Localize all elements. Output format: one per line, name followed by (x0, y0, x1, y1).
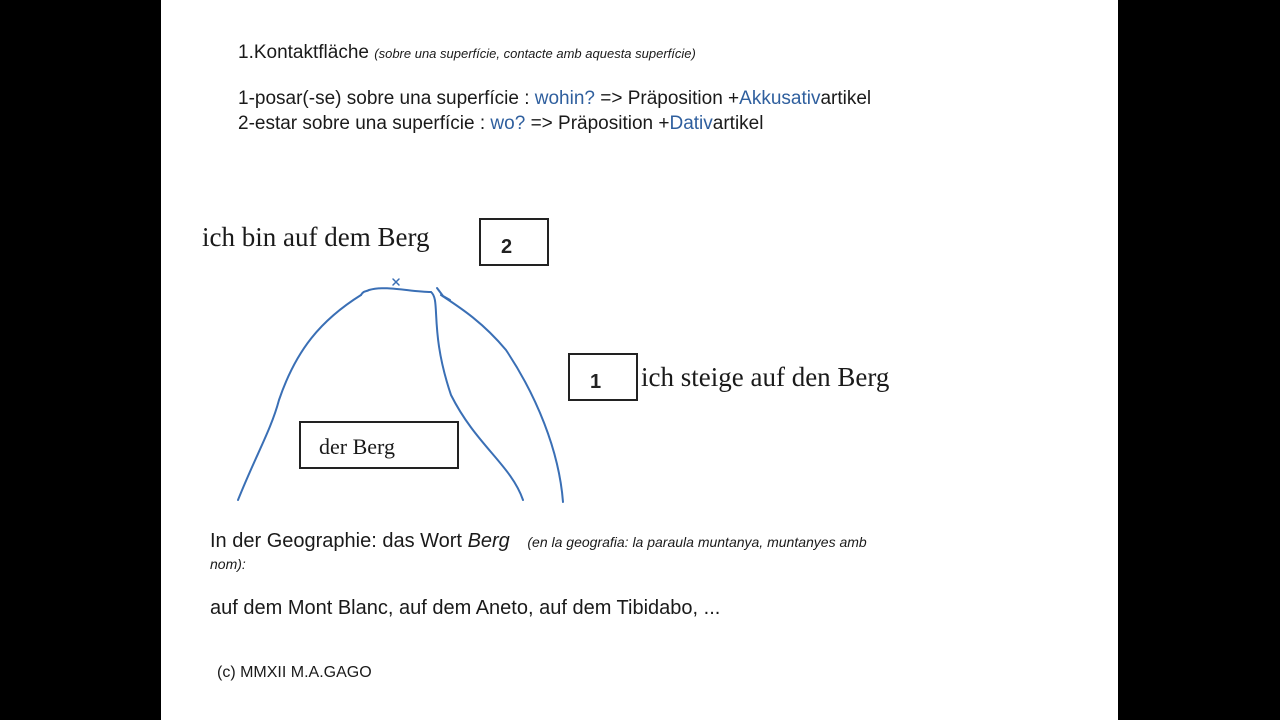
geography-examples: auf dem Mont Blanc, auf dem Aneto, auf dem Tibidabo, ... (210, 597, 721, 619)
number-box-2-label: 2 (501, 236, 513, 258)
geography-note-2: nom): (210, 556, 246, 572)
mountain-label-box (299, 421, 459, 469)
copyright-footer: (c) MMXII M.A.GAGO (217, 664, 372, 681)
rule2-arrow: => Präposition + (530, 113, 670, 134)
slide-page (161, 0, 1118, 720)
climbing-path-arrow (441, 295, 563, 502)
mountain-summit-ridge (361, 288, 431, 295)
geography-lead: In der Geographie: das Wort (210, 530, 462, 552)
heading-note: (sobre una superfície, contacte amb aquesta superfície) (374, 46, 696, 61)
sentence-climbing-mountain: ich steige auf den Berg (641, 362, 890, 392)
rule1-arrow: => Präposition + (600, 88, 740, 109)
rule2-case: Dativ (669, 113, 713, 134)
geography-note-1: (en la geografia: la paraula muntanya, muntanyes amb (527, 534, 867, 550)
rule1-suffix: artikel (820, 88, 872, 109)
rule1-prefix: 1-posar(-se) sobre una superfície : (238, 88, 530, 109)
geography-line (210, 530, 867, 553)
sentence-on-mountain: ich bin auf dem Berg (202, 222, 430, 252)
mountain-label: der Berg (319, 434, 395, 459)
rule2-suffix: artikel (712, 113, 764, 134)
heading-title: 1.Kontaktfläche (238, 42, 369, 63)
summit-x-mark (393, 279, 399, 285)
rule2-prefix: 2-estar sobre una superfície : (238, 113, 486, 134)
geography-word: Berg (467, 530, 510, 552)
number-box-1-label: 1 (590, 371, 602, 393)
rule1-case: Akkusativ (739, 88, 821, 109)
rule2-question: wo? (490, 113, 526, 134)
arrow-head (437, 288, 450, 300)
mountain-outline-left (238, 295, 361, 500)
rule1-question: wohin? (534, 88, 595, 109)
